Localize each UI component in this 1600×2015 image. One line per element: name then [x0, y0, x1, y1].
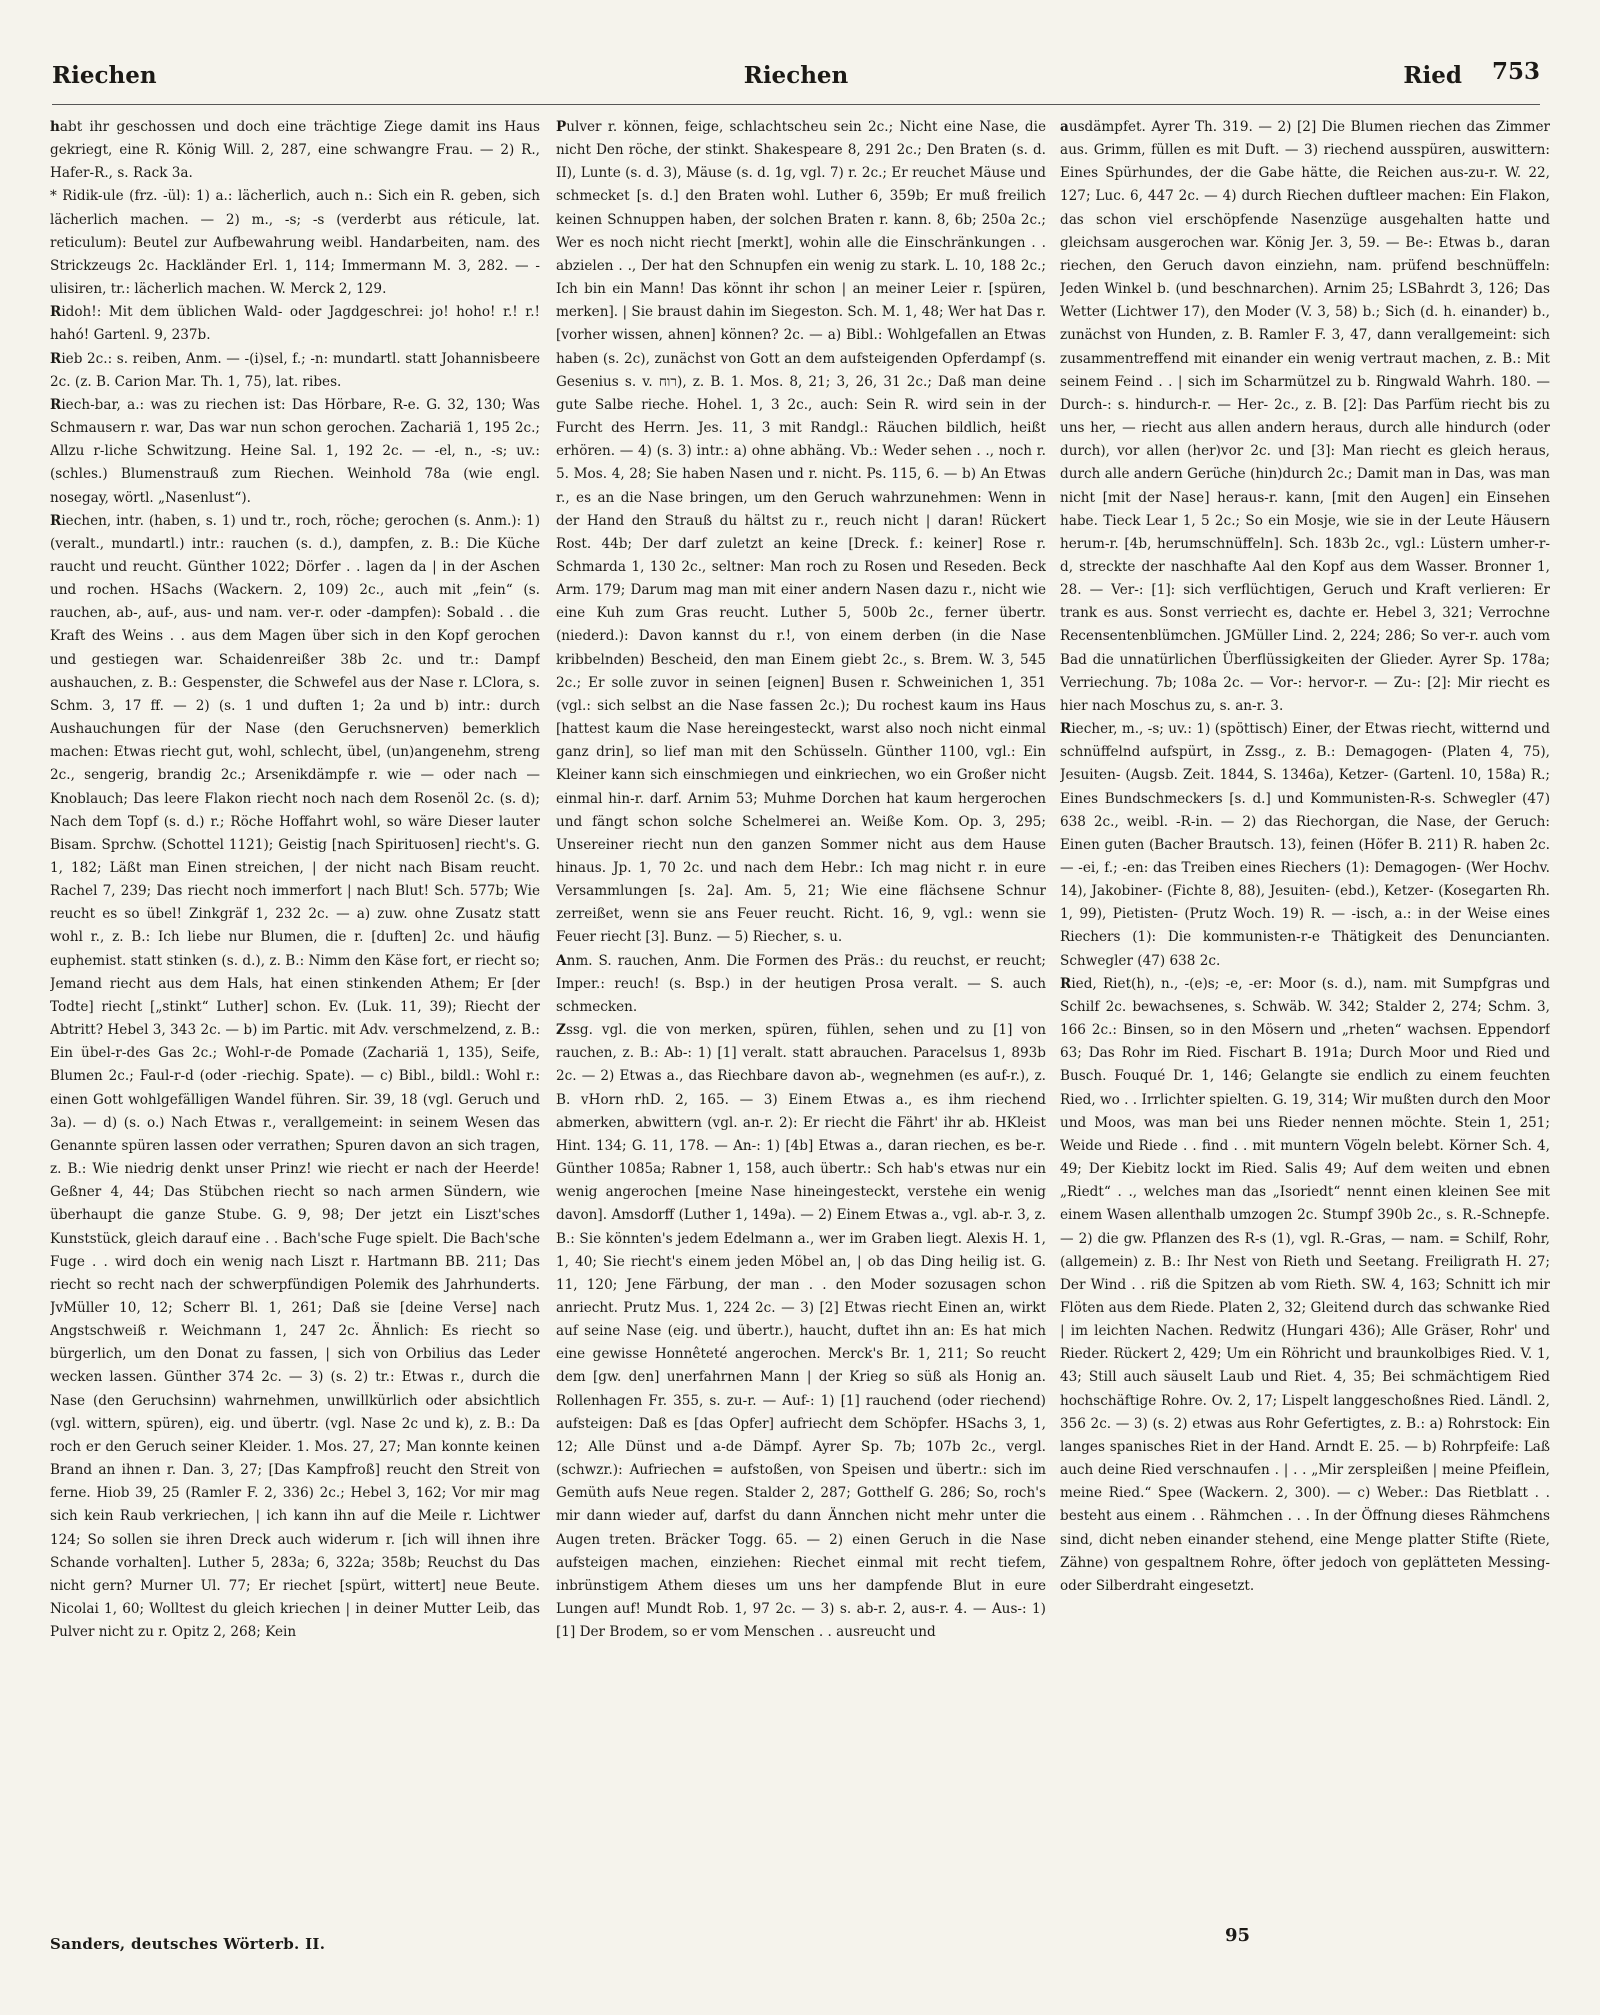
page-number: 753: [1491, 58, 1540, 85]
running-head-left: Riechen: [52, 62, 157, 89]
entry-text: Riechen, intr. (haben, s. 1) und tr., roch, röche; gerochen (s. Anm.): 1) (veralt., mundartl.) intr.: rauchen (s. d.), dampfen, z. B.: Die Küche raucht und reucht. Günther 1022; Dörfer . . lagen da | in der Aschen und rochen. HSachs (Wackern. 2, 109) 2c., auch mit „fein“ (s. rauchen, ab-, auf-, aus- und nam. ver-r. oder -dampfen): Sobald . . die Kraft des Weins . . aus dem Magen über sich in den Kopf gerochen und gestiegen war. Schaidenreißer 38b 2c. und tr.: Dampf aushauchen, z. B.: Gespenster, die Schwefel aus der Nase r. LClora, s. Schm. 3, 17 ff. — 2) (s. 1 und duften 1; 2a und b) intr.: durch Aushauchungen für der Nase (den Geruchsnerven) bemerklich machen: Etwas riecht gut, wohl, schlecht, übel, (un)angenehm, streng 2c., sengerig, brandig 2c.; Arsenikdämpfe r. wie — oder nach — Knoblauch; Das leere Flakon riecht noch nach dem Rosenöl 2c. (s. d); Nach dem Topf (s. d.) r.; Röche Hoffahrt wohl, so wäre Dieser lauter Bisam. Sprchw. (Schottel 1121); Geistig [nach Spirituosen] riecht's. G. 1, 182; Läßt man Einen streichen, | der nicht nach Bisam reucht. Rachel 7, 239; Das riecht noch immerfort | nach Blut! Sch. 577b; Wie reucht es so übel! Zinkgräf 1, 232 2c. — a) zuw. ohne Zusatz statt wohl r., z. B.: Ich liebe nur Blumen, die r. [duften] 2c. und häufig euphemist. statt stinken (s. d.), z. B.: Nimm den Käse fort, er riecht so; Jemand riecht aus dem Hals, hat einen stinkenden Athem; Er [der Todte] riecht [„stinkt“ Luther] schon. Ev. (Luk. 11, 39); Riecht der Abtritt? Hebel 3, 343 2c. — b) im Partic. mit Adv. verschmelzend, z. B.: Ein übel-r-des Gas 2c.; Wohl-r-de Pomade (Zachariä 1, 135), Seife, Blumen 2c.; Faul-r-d (oder -riechig. Spate). — c) Bibl., bildl.: Wohl r.: einen Gott wohlgefälligen Wandel führen. Sir. 39, 18 (vgl. Geruch und 3a). — d) (s. o.) Nach Etwas r., verallgemeint: in seinem Wesen das Genannte spüren lassen oder verrathen; Spuren davon an sich tragen, z. B.: Wie niedrig denkt unser Prinz! wie riecht er nach der Heerde! Geßner 4, 44; Das Stübchen riecht so nach armen Sündern, wie überhaupt die ganze Stube. G. 9, 98; Der jetzt ein Liszt'sches Kunststück, gleich darauf eine . . Bach'sche Fuge spielt. Die Bach'sche Fuge . . wird doch ein wenig nach Liszt r. Hartmann BB. 211; Das riecht so recht nach der schwerpfündigen Polemik des Jahrhunderts. JvMüller 10, 12; Scherr Bl. 1, 261; Daß sie [deine Verse] nach Angstschweiß r. Weichmann 1, 247 2c. Ähnlich: Es riecht so bürgerlich, um den Donat zu fassen, | sich von Orbilius das Leder wecken lassen. Günther 374 2c. — 3) (s. 2) tr.: Etwas r., durch die Nase (den Geruchsinn) wahrnehmen, unwillkürlich oder absichtlich (vgl. wittern, spüren), eig. und übertr. (vgl. Nase 2c und k), z. B.: Da roch er den Geruch seiner Kleider. 1. Mos. 27, 27; Man konnte keinen Brand an ihnen r. Dan. 3, 27; [Das Kampfroß] reucht den Streit von ferne. Hiob 39, 25 (Ramler F. 2, 336) 2c.; Hebel 3, 162; Vor mir mag sich kein Raub verkriechen, | ich kann ihn auf die Meile r. Lichtwer 124; So sollen sie ihren Dreck auch widerum r. [ich will ihnen ihre Schande vorhalten]. Luther 5, 283a; 6, 322a; 358b; Reuchst du Das nicht gern? Murner Ul. 77; Er riechet [spürt, wittert] neue Beute. Nicolai 1, 60; Wolltest du gleich kriechen | in deiner Mutter Leib, das Pulver nicht zu r. Opitz 2, 268; Kein: [50, 512, 540, 1641]
entry-text: habt ihr geschossen und doch eine trächtige Ziege damit ins Haus gekriegt, eine R. König Will. 2, 287, eine schwangre Frau. — 2) R., Hafer-R., s. Rack 3a.: [50, 119, 540, 182]
entry-text: Pulver r. können, feige, schlachtscheu sein 2c.; Nicht eine Nase, die nicht Den röche, der stinkt. Shakespeare 8, 291 2c.; Den Braten (s. d. II), Lunte (s. d. 3), Mäuse (s. d. 1g, vgl. 7) r. 2c.; Er reuchet Mäuse und schmecket [s. d.] den Braten wohl. Luther 6, 359b; Er muß freilich keinen Schnuppen haben, der solchen Braten r. kann. 8, 6b; 250a 2c.; Wer es noch nicht riecht [merkt], wohin alle die Einschränkungen . . abzielen . ., Der hat den Schnupfen ein wenig zu stark. L. 10, 188 2c.; Ich bin ein Mann! Das könnt ihr schon | an meiner Leier r. [spüren, merken]. | Sie braust dahin im Siegeston. Sch. M. 1, 48; Wer hat Das r. [vorher wissen, ahnen] können? 2c. — a) Bibl.: Wohlgefallen an Etwas haben (s. 2c), zunächst von Gott an dem aufsteigenden Opferdampf (s. Gesenius s. v. רוח), z. B. 1. Mos. 8, 21; 3, 26, 31 2c.; Daß man deine gute Salbe rieche. Hohel. 1, 3 2c., auch: Sein R. wird sein in der Furcht des Herrn. Jes. 11, 3 mit Randgl.: Räuchen bildlich, heißt erhören. — 4) (s. 3) intr.: a) ohne abhäng. Vb.: Weder sehen . ., noch r. 5. Mos. 4, 28; Sie haben Nasen und r. nicht. Ps. 115, 6. — b) An Etwas r., es an die Nase bringen, um den Geruch wahrzunehmen: Wenn in der Hand den Strauß du hältst zu r., reuch nicht | daran! Rückert Rost. 44b; Der darf zuletzt an keine [Dreck. f.: keiner] Rose r. Schmarda 1, 130 2c., seltner: Man roch zu Rosen und Reseden. Beck Arm. 179; Darum mag man mit einer andern Nasen dazu r., nicht wie eine Kuh zum Gras reucht. Luther 5, 500b 2c., ferner übertr. (niederd.): Davon kannst du r.!, von einem derben (in die Nase kribbelnden) Bescheid, den man Einem giebt 2c., s. Brem. W. 3, 545 2c.; Er solle zuvor in seinen [eignen] Busen r. Schweinichen 1, 351 (vgl.: sich selbst an die Nase fassen 2c.); Du rochest kaum ins Haus [hattest kaum die Nase hereingesteckt, warst also noch nicht einmal ganz drin], so lief man mit den Schüsseln. Günther 1100, vgl.: Ein Kleiner kann sich einschmiegen und einkriechen, wo ein Großer nicht einmal hin-r. darf. Arnim 53; Muhme Dorchen hat kaum hergerochen und fängt schon solche Schelmerei an. Weiße Kom. Op. 3, 295; Unsereiner riecht nun den ganzen Sommer nicht aus dem Hause hinaus. Jp. 1, 70 2c. und nach dem Hebr.: Ich mag nicht r. in eure Versammlungen [s. 2a]. Am. 5, 21; Wie eine flächsene Schnur zerreißet, wenn sie ans Feuer reucht. Richt. 16, 9, vgl.: wenn sie Feuer riecht [3]. Bunz. — 5) Riecher, s. u.: [556, 119, 1046, 946]
footer-title: Sanders, deutsches Wörterb. II.: [50, 1935, 326, 1953]
column-right: [1060, 116, 1550, 1916]
entry-text: Anm. S. rauchen, Anm. Die Formen des Präs.: du reuchst, er reucht; Imper.: reuch! (s. Bsp.) in der heutigen Prosa veralt. — S. auch schmecken.: [556, 952, 1046, 1015]
entry-text: Zssg. vgl. die von merken, spüren, fühlen, sehen und zu [1] von rauchen, z. B.: Ab-: 1) [1] veralt. statt abrauchen. Paracelsus 1, 893b 2c. — 2) Etwas a., das Riechbare davon ab-, wegnehmen (es auf-r.), z. B. vHorn rhD. 2, 165. — 3) Einem Etwas a., es ihm riechend abmerken, abwittern (vgl. an-r. 2): Er riecht die Fährt' ihr ab. HKleist Hint. 134; G. 11, 178. — An-: 1) [4b] Etwas a., daran riechen, es be-r. Günther 1085a; Rabner 1, 158, auch übertr.: Sch hab's etwas nur ein wenig angerochen [meine Nase hineingesteckt, verstehe ein wenig davon]. Amsdorff (Luther 1, 149a). — 2) Einem Etwas a., vgl. ab-r. 3, z. B.: Sie könnten's jedem Edelmann a., wer im Graben liegt. Alexis H. 1, 1, 40; Sie riecht's einem jeden Möbel an, | ob das Ding heilig ist. G. 11, 120; Jene Färbung, der man . . den Moder sozusagen schon anriecht. Prutz Mus. 1, 224 2c. — 3) [2] Etwas riecht Einen an, wirkt auf seine Nase (eig. und übertr.), haucht, duftet ihn an: Es hat mich eine gewisse Honnêteté angerochen. Merck's Br. 1, 211; So reucht dem [gw. den] unerfahrnen Mann | der Krieg so süß als Honig an. Rollenhagen Fr. 355, s. zu-r. — Auf-: 1) [1] rauchend (oder riechend) aufsteigen: Daß es [das Opfer] aufriecht dem Schöpfer. HSachs 3, 1, 12; Alle Dünst und a-de Dämpf. Ayrer Sp. 7b; 107b 2c., vergl. (schwzr.): Aufriechen = aufstoßen, von Speisen und übertr.: sich im Gemüth aufs Neue regen. Stalder 2, 287; Gotthelf G. 286; So, roch's mir dann wieder auf, darfst du dann Ännchen nicht mehr unter die Augen treten. Bräcker Togg. 65. — 2) einen Geruch in die Nase aufsteigen machen, einziehen: Riechet einmal mit recht tiefem, inbrünstigem Athem dieses um uns her dampfende Blut in eure Lungen auf! Mundt Rob. 1, 97 2c. — 3) s. ab-r. 2, aus-r. 4. — Aus-: 1) [1] Der Brodem, so er vom Menschen . . ausreucht und: [556, 1022, 1046, 1641]
header-rule: [52, 104, 1540, 105]
entry-text: Ridoh!: Mit dem üblichen Wald- oder Jagdgeschrei: jo! hoho! r.! r.! hahó! Gartenl. 9, 237b.: [50, 304, 540, 344]
entry-text: Rieb 2c.: s. reiben, Anm. — -(i)sel, f.; -n: mundartl. statt Johannisbeere 2c. (z. B. Carion Mar. Th. 1, 75), lat. ribes.: [50, 350, 540, 390]
running-head-right: Ried: [1403, 62, 1462, 89]
column-middle: [556, 116, 1046, 1916]
entry-text: * Ridik-ule (frz. -ül): 1) a.: lächerlich, auch n.: Sich ein R. geben, sich lächerlich machen. — 2) m., -s; -s (verderbt aus réticule, lat. reticulum): Beutel zur Aufbewahrung weibl. Handarbeiten, nam. des Strickzeugs 2c. Hackländer Erl. 1, 114; Immermann M. 3, 282. — -ulisiren, tr.: lächerlich machen. W. Merck 2, 129.: [50, 188, 540, 298]
entry-text: Ried, Riet(h), n., -(e)s; -e, -er: Moor (s. d.), nam. mit Sumpfgras und Schilf 2c. bewachsenes, s. Schwäb. W. 342; Stalder 2, 274; Schm. 3, 166 2c.: Binsen, so in den Mösern und „rheten“ wachsen. Eppendorf 63; Das Rohr im Ried. Fischart B. 191a; Durch Moor und Ried und Busch. Fouqué Dr. 1, 146; Gelangte sie endlich zu einem feuchten Ried, wo . . Irrlichter spielten. G. 19, 314; Wir mußten durch den Moor und Moos, was man bei uns Rieder nennen möchte. Stein 1, 251; Weide und Riede . . find . . mit muntern Vögeln belebt. Körner Sch. 4, 49; Der Kiebitz lockt im Ried. Salis 49; Auf dem weiten und ebnen „Riedt“ . ., welches man das „Isoriedt“ nennt einen kleinen See mit einem Wasen allenthalb umzogen 2c. Stumpf 390b 2c., s. R.-Schnepfe. — 2) die gw. Pflanzen des R-s (1), vgl. R.-Gras, — nam. = Schilf, Rohr, (allgemein) z. B.: Ihr Nest von Rieth und Seetang. Freiligrath H. 27; Der Wind . . riß die Spitzen ab vom Rieth. SW. 4, 163; Schnitt ich mir Flöten aus dem Riede. Platen 2, 32; Gleitend durch das schwanke Ried | im leichten Nachen. Redwitz (Hungari 436); Alle Gräser, Rohr' und Rieder. Rückert 2, 429; Um ein Röhricht und braunkolbiges Ried. V. 1, 43; Still auch säuselt Laub und Riet. 4, 35; Bei schmächtigem Ried hochschäftige Rohre. Ov. 2, 17; Lispelt langgeschoßnes Ried. Ländl. 2, 356 2c. — 3) (s. 2) etwas aus Rohr Gefertigtes, z. B.: a) Rohrstock: Ein langes spanisches Riet in der Hand. Arndt E. 25. — b) Rohrpfeife: Laß auch deine Ried verschnaufen . | . . „Mir zerspleißen | meine Pfeiflein, meine Ried.“ Spee (Wackern. 2, 300). — c) Weber.: Das Rietblatt . . besteht aus einem . . Rähmchen . . . In der Öffnung dieses Rähmchens sind, dicht neben einander stehend, eine Menge platter Stifte (Riete, Zähne) von gespaltnem Rohre, öfter jedoch von geplätteten Messing- oder Silberdraht eingesetzt.: [1060, 975, 1550, 1594]
signature-mark: 95: [1225, 1925, 1251, 1946]
column-left: [50, 116, 540, 1916]
page-header: [52, 58, 1540, 102]
entry-text: Riecher, m., -s; uv.: 1) (spöttisch) Einer, der Etwas riecht, witternd und schnüffelnd aufspürt, in Zssg., z. B.: Demagogen- (Platen 4, 75), Jesuiten- (Augsb. Zeit. 1844, S. 1346a), Ketzer- (Gartenl. 10, 158a) R.; Eines Bundschmeckers [s. d.] und Kommunisten-R-s. Schwegler (47) 638 2c., weibl. -R-in. — 2) das Riechorgan, die Nase, der Geruch: Einen guten (Bacher Brautsch. 13), feinen (Höfer B. 211) R. haben 2c. — -ei, f.; -en: das Treiben eines Riechers (1): Demagogen- (Wer Hochv. 14), Jakobiner- (Fichte 8, 88), Jesuiten- (ebd.), Ketzer- (Kosegarten Rh. 1, 99), Pietisten- (Prutz Woch. 19) R. — -isch, a.: in der Weise eines Riechers (1): Die kommunisten-r-e Thätigkeit des Denuncianten. Schwegler (47) 638 2c.: [1060, 721, 1550, 969]
entry-text: ausdämpfet. Ayrer Th. 319. — 2) [2] Die Blumen riechen das Zimmer aus. Grimm, füllen es mit Duft. — 3) riechend ausspüren, auswittern: Eines Spürhundes, der die Gabe hätte, die Reichen aus-zu-r. W. 22, 127; Luc. 6, 447 2c. — 4) durch Riechen duftleer machen: Ein Flakon, das schon viel erschöpfende Nasenzüge ausgehalten hatte und gleichsam ausgerochen war. König Jer. 3, 59. — Be-: Etwas b., daran riechen, den Geruch davon einziehn, nam. prüfend beschnüffeln: Jeden Winkel b. (und beschnarchen). Arnim 25; LSBahrdt 3, 126; Das Wetter (Lichtwer 17), den Moder (V. 3, 58) b.; Sich (d. h. einander) b., zunächst von Hunden, z. B. Ramler F. 3, 47, dann verallgemeint: sich zusammentreffend mit einander ein wenig vertraut machen, z. B.: Mit seinem Feind . . | sich im Scharmützel zu b. Ringwald Wahrh. 180. — Durch-: s. hindurch-r. — Her- 2c., z. B. [2]: Das Parfüm riecht bis zu uns her, — riecht aus allen andern heraus, durch alle hindurch (oder durch), vor allen (her)vor 2c. und [3]: Man riecht es gleich heraus, durch alle andern Gerüche (hin)durch 2c.; Damit man in Das, was man nicht [mit der Nase] heraus-r. kann, [mit den Augen] ein Einsehen habe. Tieck Lear 1, 5 2c.; So ein Mosje, wie sie in der Leute Häusern herum-r. [4b, herumschnüffeln]. Sch. 183b 2c., vgl.: Lüstern umher-r-d, streckte der naschhafte Aal den Kopf aus dem Wasser. Bronner 1, 28. — Ver-: [1]: sich verflüchtigen, Geruch und Kraft verlieren: Er trank es aus. Sonst verriecht es, dachte er. Hebel 3, 321; Verrochne Recensentenblümchen. JGMüller Lind. 2, 224; 286; So ver-r. auch vom Bad die unnatürlichen Überflüssigkeiten der Glieder. Ayrer Sp. 178a; Verriechung. 7b; 108a 2c. — Vor-: hervor-r. — Zu-: [2]: Mir riecht es hier nach Moschus zu, s. an-r. 3.: [1060, 119, 1550, 714]
entry-text: Riech-bar, a.: was zu riechen ist: Das Hörbare, R-e. G. 32, 130; Was Schmausern r. war, Das war nun schon gerochen. Zachariä 1, 195 2c.; Allzu r-liche Schwitzung. Heine Sal. 1, 192 2c. — -el, n., -s; uv.: (schles.) Blumenstrauß zum Riechen. Weinhold 78a (wie engl. nosegay, wörtl. „Nasenlust“).: [50, 396, 540, 506]
running-head-center: Riechen: [743, 62, 849, 89]
